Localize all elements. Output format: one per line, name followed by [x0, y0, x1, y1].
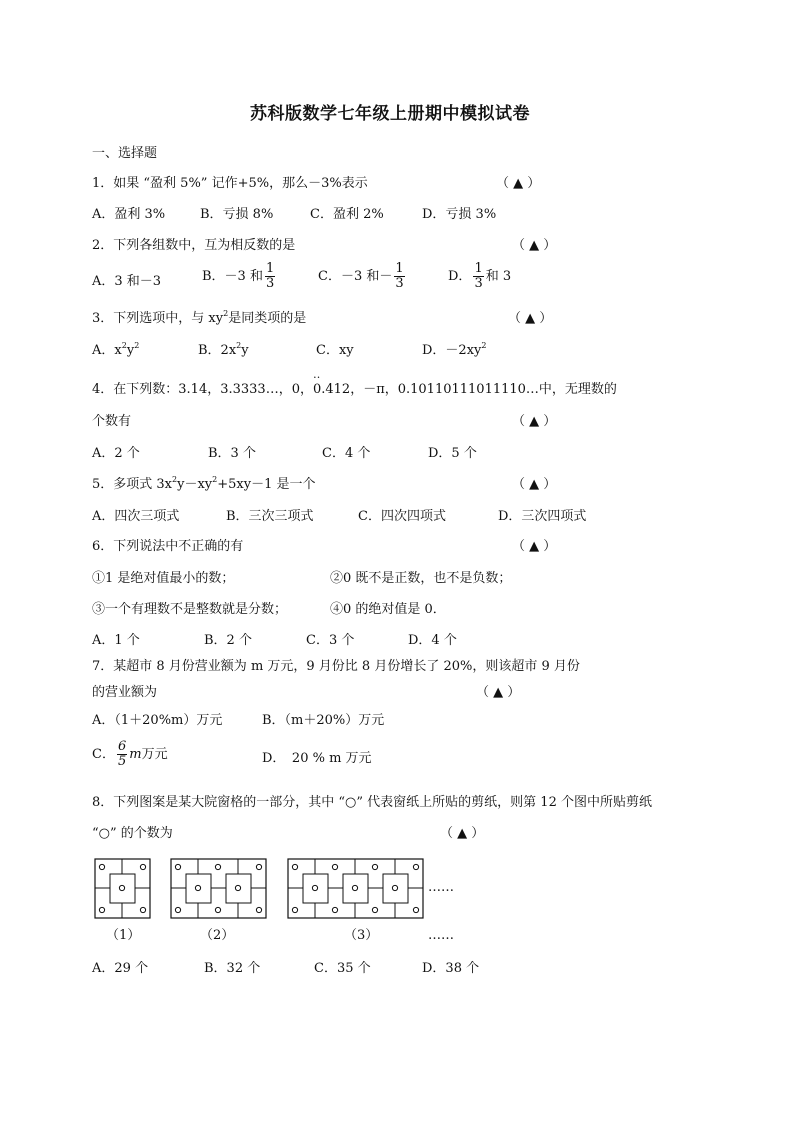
question-8-answer-marker: （ ▲ ）: [440, 826, 485, 841]
question-8-stem-continued: “○” 的个数为: [92, 826, 173, 841]
q2-option-c-label: C．－3 和－: [318, 269, 393, 284]
exponent: 2: [236, 341, 242, 350]
fraction-denominator: 3: [395, 276, 404, 291]
q1-option-d: D．亏损 3%: [422, 207, 497, 222]
fraction-one-third: [473, 262, 483, 291]
question-2-answer-marker: （ ▲ ）: [512, 238, 557, 253]
fraction-one-third: [394, 262, 404, 291]
q4-option-a: A．2 个: [92, 446, 140, 461]
q7-option-d: D． 20 % m 万元: [262, 751, 372, 766]
q3-option-a: [92, 343, 139, 359]
exponent: 2: [223, 309, 229, 318]
q7-option-a: A．（1＋20%m）万元: [92, 713, 223, 728]
repeating-decimal-dots: ‥: [313, 368, 321, 381]
question-1-answer-marker: （ ▲ ）: [496, 176, 541, 191]
q7-option-c-unit: 万元: [141, 747, 168, 762]
fraction-denominator: 5: [117, 754, 127, 769]
q3-b-base: B．2x: [198, 343, 237, 358]
question-8-stem: 8．下列图案是某大院窗格的一部分，其中 “○” 代表窗纸上所贴的剪纸，则第 12 个图中所贴剪纸: [92, 795, 652, 810]
figure-ellipsis: ……: [428, 880, 454, 895]
question-5-stem: [92, 477, 315, 493]
exponent: 2: [172, 475, 178, 484]
question-5-answer-marker: （ ▲ ）: [512, 477, 557, 492]
question-2-stem: 2．下列各组数中，互为相反数的是: [92, 238, 296, 253]
q1-option-b: B．亏损 8%: [200, 207, 274, 222]
question-4-stem: 4．在下列数：3.14，3.3333…，0，0.412，－π，0.10110111011110…中，无理数的: [92, 382, 617, 397]
q3-a-base: A．x: [92, 343, 122, 358]
q8-option-a: A．29 个: [92, 961, 149, 976]
exponent: 2: [134, 341, 140, 350]
q2-option-d-label: D．: [448, 269, 472, 284]
q3-option-c: C．xy: [316, 343, 354, 358]
q8-option-c: C．35 个: [314, 961, 371, 976]
q3-stem-text: 3．下列选项中，与 xy: [92, 311, 224, 326]
q3-stem-tail: 是同类项的是: [228, 311, 307, 326]
q2-option-d-suffix: 和 3: [485, 269, 512, 284]
question-4-answer-marker: （ ▲ ）: [512, 414, 557, 429]
fraction-denominator: 3: [474, 276, 483, 291]
q3-option-b: [198, 343, 249, 359]
question-1-stem: 1．如果 “盈利 5%” 记作+5%，那么－3%表示: [92, 176, 368, 191]
q3-a-mid: y: [126, 343, 135, 358]
q8-option-b: B．32 个: [204, 961, 261, 976]
q6-option-b: B．2 个: [204, 633, 252, 648]
q6-statement-4: ④0 的绝对值是 0．: [330, 602, 446, 617]
question-6-answer-marker: （ ▲ ）: [512, 539, 557, 554]
q4-option-b: B．3 个: [208, 446, 256, 461]
q7-option-c: [92, 740, 168, 769]
q5-stem-c: +5xy－1 是一个: [217, 477, 316, 492]
fraction-numerator: 1: [395, 261, 404, 276]
q1-option-c: C．盈利 2%: [310, 207, 384, 222]
fraction-numerator: 1: [265, 261, 275, 276]
window-pattern-figure-1: [94, 858, 152, 920]
q2-option-b: [202, 262, 277, 291]
question-4-stem-continued: 个数有: [92, 414, 132, 429]
fraction-six-fifths: [117, 740, 127, 769]
q7-option-b: B．（m＋20%）万元: [262, 713, 385, 728]
q6-option-c: C．3 个: [306, 633, 355, 648]
figure-caption-2: （2）: [200, 928, 235, 943]
q5-option-a: A．四次三项式: [92, 509, 180, 524]
window-pattern-figure-2: [170, 858, 268, 920]
question-7-answer-marker: （ ▲ ）: [476, 685, 521, 700]
exponent: 2: [212, 475, 218, 484]
variable-m: m: [129, 747, 142, 762]
q3-b-tail: y: [241, 343, 249, 358]
q7-option-c-label: C．: [92, 747, 115, 762]
window-pattern-figure-3: [287, 858, 425, 920]
q6-statement-3: ③一个有理数不是整数就是分数；: [92, 602, 288, 617]
q2-option-d: [448, 262, 511, 291]
q8-option-d: D．38 个: [422, 961, 480, 976]
q5-option-c: C．四次四项式: [358, 509, 446, 524]
q5-stem-b: y－xy: [177, 477, 213, 492]
q4-option-c: C．4 个: [322, 446, 371, 461]
figure-caption-3: （3）: [344, 928, 379, 943]
q5-option-d: D．三次四项式: [498, 509, 587, 524]
question-7-stem: 7．某超市 8 月份营业额为 m 万元，9 月份比 8 月份增长了 20%，则该超市 9 月份: [92, 659, 580, 674]
q2-option-c: [318, 262, 407, 291]
q1-option-a: A．盈利 3%: [92, 207, 166, 222]
figure-caption-1: （1）: [106, 928, 141, 943]
q2-option-a: A．3 和－3: [92, 274, 162, 289]
exponent: 2: [481, 341, 487, 350]
q6-option-a: A．1 个: [92, 633, 140, 648]
q5-stem-a: 5．多项式 3x: [92, 477, 173, 492]
q6-option-d: D．4 个: [408, 633, 457, 648]
fraction-one-third: [265, 262, 275, 291]
caption-ellipsis: ……: [428, 928, 454, 943]
fraction-denominator: 3: [265, 276, 275, 291]
fraction-numerator: 1: [474, 261, 483, 276]
question-3-answer-marker: （ ▲ ）: [508, 311, 553, 326]
q5-option-b: B．三次三项式: [226, 509, 314, 524]
question-7-stem-continued: 的营业额为: [92, 685, 158, 700]
page-title: 苏科版数学七年级上册期中模拟试卷: [250, 104, 530, 124]
section-heading: 一、选择题: [92, 146, 158, 161]
fraction-numerator: 6: [117, 739, 127, 754]
q3-d-base: D．－2xy: [422, 343, 482, 358]
q2-option-b-label: B．－3 和: [202, 269, 263, 284]
q3-option-d: [422, 343, 486, 359]
question-3-stem: [92, 311, 306, 327]
question-6-stem: 6．下列说法中不正确的有: [92, 539, 244, 554]
exponent: 2: [121, 341, 127, 350]
q4-option-d: D．5 个: [428, 446, 477, 461]
q6-statement-1: ①1 是绝对值最小的数；: [92, 571, 235, 586]
q6-statement-2: ②0 既不是正数，也不是负数；: [330, 571, 512, 586]
